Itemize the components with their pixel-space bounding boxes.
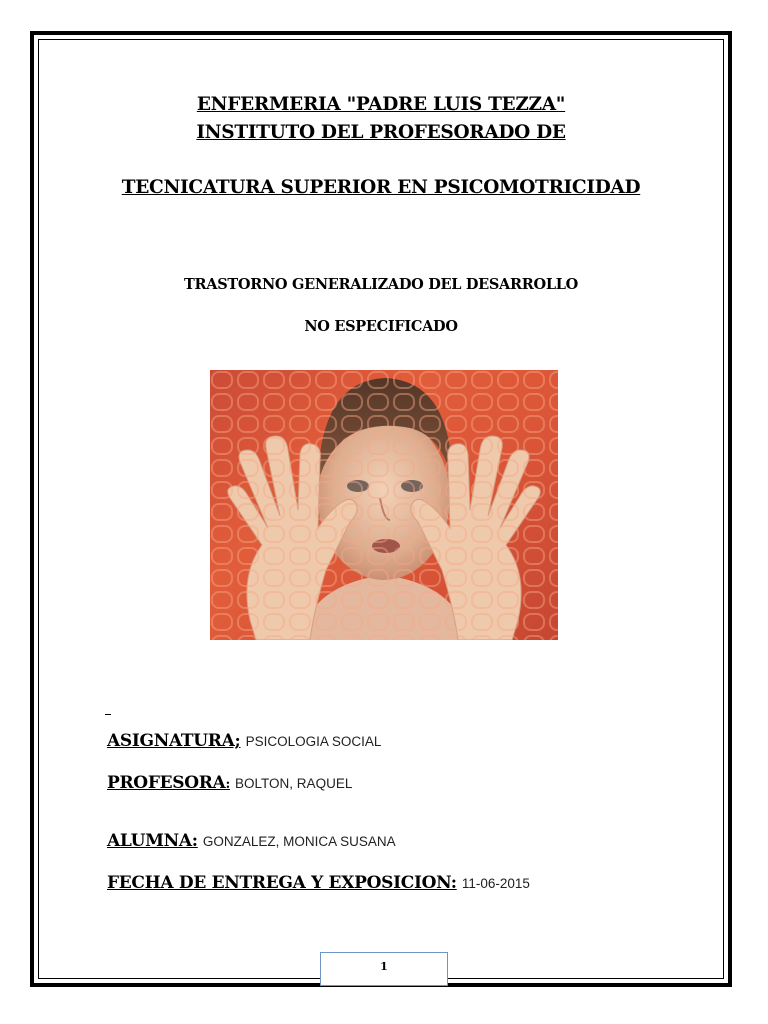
student-value: GONZALEZ, MONICA SUSANA xyxy=(202,834,396,849)
delivery-date-label: FECHA DE ENTREGA Y EXPOSICION: xyxy=(107,873,457,893)
institution-title: ENFERMERIA "PADRE LUIS TEZZA" xyxy=(196,94,566,115)
student-label: ALUMNA: xyxy=(107,831,198,851)
program-title: TECNICATURA SUPERIOR EN PSICOMOTRICIDAD xyxy=(121,177,641,198)
teacher-label-colon: : xyxy=(225,777,230,792)
page-number-box xyxy=(320,952,448,986)
topic-line-1: TRASTORNO GENERALIZADO DEL DESARROLLO xyxy=(184,276,578,293)
subject-label: ASIGNATURA; xyxy=(107,731,241,751)
teacher-field xyxy=(107,773,352,793)
delivery-date-field xyxy=(107,873,530,893)
topic-line-2: NO ESPECIFICADO xyxy=(304,318,458,335)
teacher-label: PROFESORA xyxy=(107,773,226,793)
delivery-date-value: 11-06-2015 xyxy=(461,876,530,891)
subject-field xyxy=(107,731,381,751)
cover-photo xyxy=(210,370,558,640)
institution-subtitle: INSTITUTO DEL PROFESORADO DE xyxy=(196,122,566,143)
child-behind-glass-image xyxy=(210,370,558,640)
subject-value: PSICOLOGIA SOCIAL xyxy=(245,734,382,749)
page-number: 1 xyxy=(380,960,388,973)
student-field xyxy=(107,831,396,851)
teacher-value: BOLTON, RAQUEL xyxy=(235,776,353,791)
stray-underline-mark xyxy=(105,714,111,715)
